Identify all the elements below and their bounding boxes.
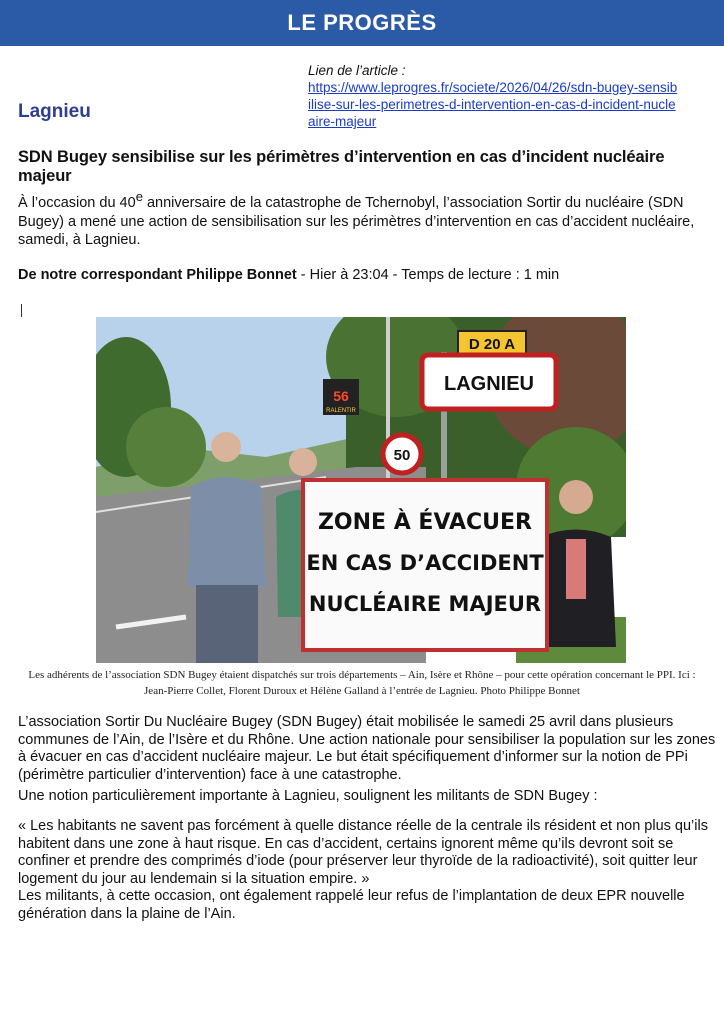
- photo-caption: Les adhérents de l’association SDN Bugey étaient dispatchés sur trois départements – Ain, Isère et Rhône – pour cette opération concernant le PPI. Ici : Jean-Pierre Collet, Florent Duroux et Hélène Galland à l’entrée de Lagnieu. Photo Philippe Bonnet: [28, 669, 696, 697]
- text-cursor: [21, 304, 22, 317]
- article-link[interactable]: https://www.leprogres.fr/societe/2026/04/26/sdn-bugey-sensibilise-sur-les-perimetres-d-intervention-en-cas-d-incident-nucleaire-majeur: [308, 80, 678, 129]
- body-quote: « Les habitants ne savent pas forcément à quelle distance réelle de la centrale ils résident et non plus qu’ils habitent dans une zone à haut risque. En cas d’accident, certains ignorent même qu’ils devront soit se confiner et prendre des comprimés d’iode (pour préserver leur thyroïde de la radioactivité), soit quitter leur logement du jour au lendemain si la situation empire. »: [18, 818, 708, 887]
- article-link-block: [308, 62, 708, 130]
- byline: [18, 267, 718, 283]
- photo-illustration: [96, 317, 626, 663]
- placard-line-3: NUCLÉAIRE MAJEUR: [308, 592, 542, 616]
- lead-superscript: e: [135, 189, 143, 204]
- body-paragraph-3: Les militants, à cette occasion, ont également rappelé leur refus de l’implantation de deux EPR nouvelle génération dans la plaine de l’Ain.: [18, 888, 685, 922]
- person-3-head: [559, 480, 593, 514]
- lead-part-1: À l’occasion du 40: [18, 195, 136, 211]
- body-paragraph-2: Une notion particulièrement importante à Lagnieu, soulignent les militants de SDN Bugey :: [18, 788, 598, 804]
- byline-author: De notre correspondant Philippe Bonnet: [18, 267, 297, 283]
- person-1-head: [211, 432, 241, 462]
- byline-meta: - Hier à 23:04 - Temps de lecture : 1 min: [296, 267, 560, 283]
- person-1-body: [188, 477, 266, 587]
- article-link-label: Lien de l’article :: [308, 63, 406, 78]
- masthead: [0, 0, 724, 46]
- person-3-shirt: [566, 539, 586, 599]
- article-photo: [96, 317, 626, 663]
- person-2-head: [289, 448, 317, 476]
- placard-line-1: ZONE À ÉVACUER: [317, 510, 533, 535]
- radar-speed-text: 56: [333, 388, 349, 404]
- body-paragraph-1: L’association Sortir Du Nucléaire Bugey (SDN Bugey) était mobilisée le samedi 25 avril dans plusieurs communes de l’Ain, de l’Isère et du Rhône. Une action nationale pour sensibiliser la population sur les zones à évacuer en cas d’accident nucléaire majeur. Le but était spécifiquement d’informer sur la notion de PPi (périmètre particulier d’intervention) face à une catastrophe.: [18, 714, 716, 783]
- lead-part-2: anniversaire de la catastrophe de Tchernobyl, l’association Sortir du nucléaire (SDN Bugey) a mené une action de sensibilisation sur les périmètres d’intervention en cas d’accident nucléaire, samedi, à Lagnieu.: [18, 195, 695, 248]
- tree-left-2: [126, 407, 206, 487]
- article-lead: [18, 188, 718, 250]
- road-number-text: D 20 A: [468, 336, 516, 353]
- radar-message-text: RALENTIR: [326, 408, 356, 414]
- article-headline: SDN Bugey sensibilise sur les périmètres d’intervention en cas d’incident nucléaire majeur: [18, 148, 665, 185]
- placard-line-2: EN CAS D’ACCIDENT: [306, 551, 544, 575]
- site-logo[interactable]: LE PROGRÈS: [287, 10, 437, 35]
- person-1-legs: [196, 585, 258, 663]
- speed-limit-text: 50: [393, 447, 411, 464]
- city-label: Lagnieu: [18, 101, 91, 122]
- town-sign-text: LAGNIEU: [444, 373, 534, 395]
